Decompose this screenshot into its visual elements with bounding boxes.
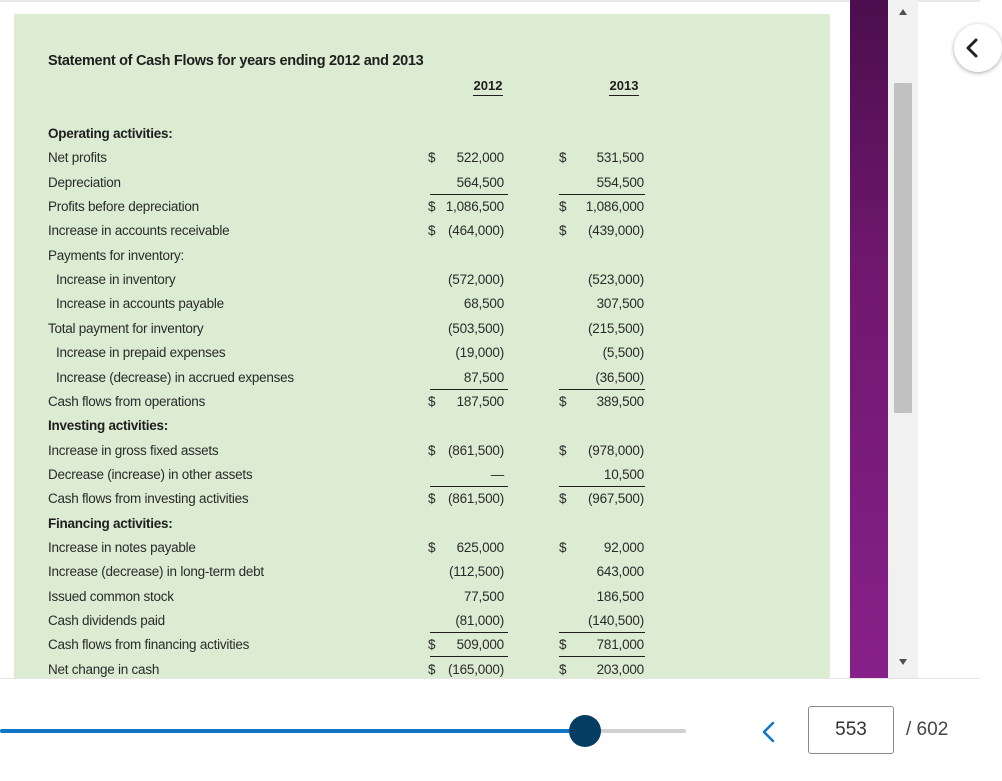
currency-symbol-2013: $ [559, 637, 567, 653]
subtotal-underline [430, 194, 508, 195]
row-label: Financing activities: [48, 515, 173, 531]
column-header-2012: 2012 [448, 78, 528, 96]
value-2013: (967,500) [588, 491, 644, 507]
statement-row [14, 123, 830, 147]
row-label: Cash flows from investing activities [48, 491, 249, 507]
statement-row [14, 537, 830, 561]
currency-symbol-2013: $ [559, 661, 567, 677]
page-navigation-bar [0, 678, 980, 781]
page-slider-handle[interactable] [569, 715, 601, 747]
statement-row [14, 196, 830, 220]
subtotal-underline [430, 389, 508, 390]
statement-row [14, 610, 830, 634]
statement-row [14, 488, 830, 512]
page-slider-progress [0, 729, 585, 733]
statement-row [14, 440, 830, 464]
subtotal-underline [430, 632, 508, 633]
value-2013: (5,500) [602, 345, 644, 361]
statement-row [14, 391, 830, 415]
value-2012: (165,000) [448, 661, 504, 677]
previous-page-button[interactable] [756, 718, 782, 746]
chevron-left-icon [964, 38, 980, 58]
subtotal-underline [559, 486, 645, 487]
currency-symbol-2013: $ [559, 393, 567, 409]
value-2013: (523,000) [588, 272, 644, 288]
subtotal-underline [559, 389, 645, 390]
value-2013: 10,500 [603, 466, 644, 482]
row-label: Total payment for inventory [48, 320, 204, 336]
statement-row [14, 318, 830, 342]
subtotal-underline [559, 656, 645, 657]
value-2013: 389,500 [596, 393, 644, 409]
currency-symbol-2013: $ [559, 539, 567, 555]
value-2012: 625,000 [456, 539, 504, 555]
document-viewer[interactable] [0, 2, 850, 678]
subtotal-underline [430, 656, 508, 657]
row-label: Increase in gross fixed assets [48, 442, 219, 458]
currency-symbol-2012: $ [428, 393, 436, 409]
statement-row [14, 269, 830, 293]
value-2012: (81,000) [455, 613, 504, 628]
row-label: Cash flows from operations [48, 393, 206, 409]
value-2012: (112,500) [449, 564, 504, 580]
value-2013: 92,000 [603, 539, 644, 555]
statement-row [14, 415, 830, 439]
statement-row [14, 172, 830, 196]
value-2013: (215,500) [588, 320, 644, 336]
value-2012: (572,000) [448, 272, 504, 288]
currency-symbol-2012: $ [428, 199, 436, 215]
subtotal-underline [430, 486, 508, 487]
value-2012: — [490, 466, 504, 482]
value-2012: (861,500) [448, 491, 504, 507]
value-2012: 522,000 [456, 150, 504, 166]
side-panel-strip [850, 0, 888, 678]
row-label: Operating activities: [48, 126, 173, 141]
currency-symbol-2012: $ [428, 442, 436, 458]
scrollbar-thumb[interactable] [894, 83, 912, 413]
statement-row [14, 220, 830, 244]
statement-row [14, 342, 830, 366]
value-2013: 531,500 [596, 150, 644, 166]
value-2012: 77,500 [463, 588, 504, 604]
currency-symbol-2012: $ [428, 637, 436, 653]
statement-row [14, 367, 830, 391]
triangle-up-icon [899, 9, 907, 15]
row-label: Profits before depreciation [48, 199, 199, 215]
value-2013: 203,000 [596, 661, 644, 677]
currency-symbol-2013: $ [559, 150, 567, 166]
value-2013: 307,500 [596, 296, 644, 312]
total-pages: / 602 [906, 719, 949, 740]
statement-row [14, 293, 830, 317]
subtotal-underline [559, 194, 645, 195]
row-label: Net profits [48, 150, 107, 166]
row-label: Investing activities: [48, 418, 169, 434]
currency-symbol-2012: $ [428, 150, 436, 166]
row-label: Payments for inventory: [48, 247, 185, 263]
statement-row [14, 561, 830, 585]
row-label: Increase in prepaid expenses [56, 345, 226, 361]
subtotal-underline [559, 632, 645, 633]
value-2013: (36,500) [595, 369, 644, 385]
value-2012: (464,000) [448, 223, 504, 239]
value-2012: (861,500) [448, 442, 504, 458]
value-2013: 186,500 [596, 588, 644, 604]
chevron-left-icon [756, 718, 782, 746]
value-2012: 187,500 [456, 393, 504, 409]
triangle-down-icon [899, 659, 907, 665]
page-slider[interactable] [0, 729, 686, 733]
currency-symbol-2012: $ [428, 539, 436, 555]
currency-symbol-2013: $ [559, 491, 567, 507]
currency-symbol-2013: $ [559, 442, 567, 458]
currency-symbol-2012: $ [428, 491, 436, 507]
row-label: Depreciation [48, 174, 121, 190]
value-2013: 781,000 [596, 637, 644, 653]
document-page [14, 14, 830, 714]
scroll-up-button[interactable] [888, 4, 918, 20]
value-2012: 1,086,500 [445, 199, 504, 215]
page-number-input[interactable] [808, 706, 894, 754]
row-label: Cash dividends paid [48, 613, 165, 628]
currency-symbol-2012: $ [428, 661, 436, 677]
statement-row [14, 147, 830, 171]
value-2013: 554,500 [596, 174, 644, 190]
row-label: Increase in notes payable [48, 539, 196, 555]
value-2013: 643,000 [596, 564, 644, 580]
value-2013: (978,000) [588, 442, 644, 458]
statement-row [14, 513, 830, 537]
scroll-down-button[interactable] [888, 654, 918, 670]
collapse-panel-button[interactable] [954, 24, 1002, 72]
value-2012: 509,000 [456, 637, 504, 653]
statement-row [14, 634, 830, 658]
row-label: Increase (decrease) in long-term debt [48, 564, 264, 580]
vertical-scrollbar[interactable] [888, 0, 918, 678]
value-2012: (503,500) [448, 320, 504, 336]
row-label: Increase in inventory [56, 272, 176, 288]
currency-symbol-2013: $ [559, 199, 567, 215]
row-label: Increase (decrease) in accrued expenses [56, 369, 294, 385]
column-header-2013: 2013 [584, 78, 664, 96]
currency-symbol-2012: $ [428, 223, 436, 239]
value-2012: 68,500 [463, 296, 504, 312]
row-label: Net change in cash [48, 661, 160, 677]
statement-row [14, 245, 830, 269]
row-label: Decrease (increase) in other assets [48, 466, 253, 482]
row-label: Increase in accounts payable [56, 296, 224, 312]
statement-row [14, 464, 830, 488]
row-label: Issued common stock [48, 588, 174, 604]
value-2013: 1,086,000 [585, 199, 644, 215]
value-2012: (19,000) [455, 345, 504, 361]
value-2013: (140,500) [588, 613, 644, 628]
value-2013: (439,000) [588, 223, 644, 239]
statement-row [14, 586, 830, 610]
row-label: Cash flows from financing activities [48, 637, 250, 653]
statement-title: Statement of Cash Flows for years ending 2012 and 2013 [48, 53, 424, 69]
row-label: Increase in accounts receivable [48, 223, 230, 239]
currency-symbol-2013: $ [559, 223, 567, 239]
value-2012: 564,500 [456, 174, 504, 190]
value-2012: 87,500 [463, 369, 504, 385]
